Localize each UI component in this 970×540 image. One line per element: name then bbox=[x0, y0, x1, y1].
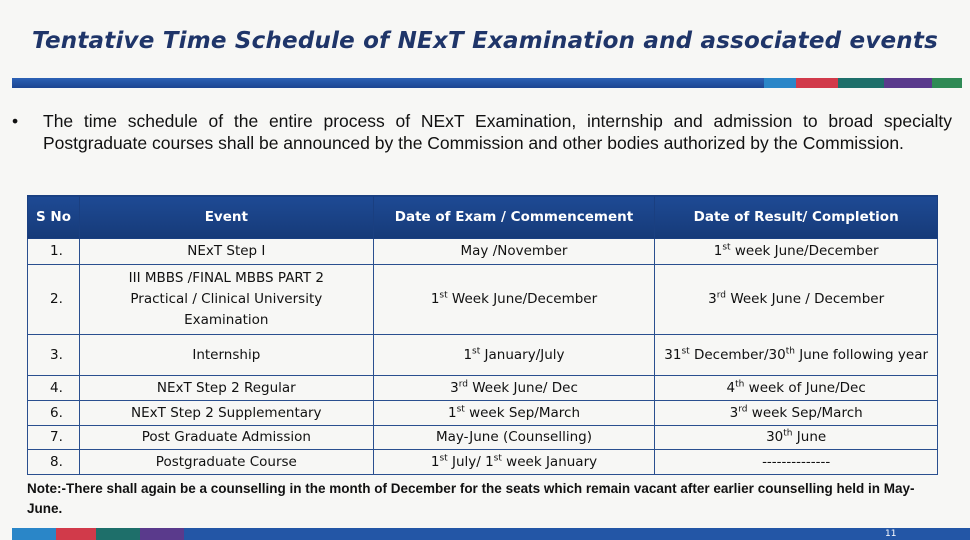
column-header-event: Event bbox=[79, 196, 373, 239]
cell-sno: 4. bbox=[28, 376, 80, 401]
table-row bbox=[28, 450, 938, 475]
intro-bullet bbox=[12, 110, 952, 154]
cell-result-date: 30th June bbox=[655, 426, 938, 450]
cell-event: NExT Step 2 Regular bbox=[79, 376, 373, 401]
column-header-sno: S No bbox=[28, 196, 80, 239]
footer-bar bbox=[12, 528, 970, 540]
cell-exam-date: May-June (Counselling) bbox=[373, 426, 655, 450]
cell-exam-date: May /November bbox=[373, 239, 655, 265]
cell-sno: 1. bbox=[28, 239, 80, 265]
cell-event: Internship bbox=[79, 335, 373, 376]
table-row bbox=[28, 239, 938, 265]
intro-text: The time schedule of the entire process of NExT Examination, internship and admission to broad specialty Postgraduate courses shall be announced by the Commission and other bodies authorized by the Commission. bbox=[43, 111, 952, 153]
cell-sno: 3. bbox=[28, 335, 80, 376]
cell-result-date: 31st December/30th June following year bbox=[655, 335, 938, 376]
bullet-icon: • bbox=[12, 111, 19, 131]
cell-exam-date: 1st week Sep/March bbox=[373, 401, 655, 426]
table-row bbox=[28, 376, 938, 401]
cell-exam-date: 1st Week June/December bbox=[373, 265, 655, 335]
cell-event: Postgraduate Course bbox=[79, 450, 373, 475]
table-row bbox=[28, 335, 938, 376]
cell-event: NExT Step 2 Supplementary bbox=[79, 401, 373, 426]
cell-event: III MBBS /FINAL MBBS PART 2 Practical / Clinical University Examination bbox=[79, 265, 373, 335]
table-row bbox=[28, 265, 938, 335]
cell-exam-date: 1st July/ 1st week January bbox=[373, 450, 655, 475]
page-number: 11 bbox=[885, 529, 897, 539]
table-body bbox=[28, 239, 938, 475]
cell-result-date: 3rd Week June / December bbox=[655, 265, 938, 335]
cell-exam-date: 3rd Week June/ Dec bbox=[373, 376, 655, 401]
footnote: Note:-There shall again be a counselling in the month of December for the seats which remain vacant after earlier counselling held in May-June. bbox=[27, 481, 915, 516]
header-divider-bar bbox=[12, 78, 962, 88]
table-header-row bbox=[28, 196, 938, 239]
cell-event: NExT Step I bbox=[79, 239, 373, 265]
cell-sno: 6. bbox=[28, 401, 80, 426]
cell-result-date: 4th week of June/Dec bbox=[655, 376, 938, 401]
cell-result-date: 1st week June/December bbox=[655, 239, 938, 265]
table-row bbox=[28, 426, 938, 450]
column-header-exam-date: Date of Exam / Commencement bbox=[373, 196, 655, 239]
schedule-table bbox=[27, 195, 938, 475]
cell-sno: 7. bbox=[28, 426, 80, 450]
cell-sno: 8. bbox=[28, 450, 80, 475]
cell-sno: 2. bbox=[28, 265, 80, 335]
cell-result-date: -------------- bbox=[655, 450, 938, 475]
cell-result-date: 3rd week Sep/March bbox=[655, 401, 938, 426]
page-title: Tentative Time Schedule of NExT Examination and associated events bbox=[32, 28, 938, 54]
column-header-result-date: Date of Result/ Completion bbox=[655, 196, 938, 239]
cell-exam-date: 1st January/July bbox=[373, 335, 655, 376]
table-row bbox=[28, 401, 938, 426]
cell-event: Post Graduate Admission bbox=[79, 426, 373, 450]
